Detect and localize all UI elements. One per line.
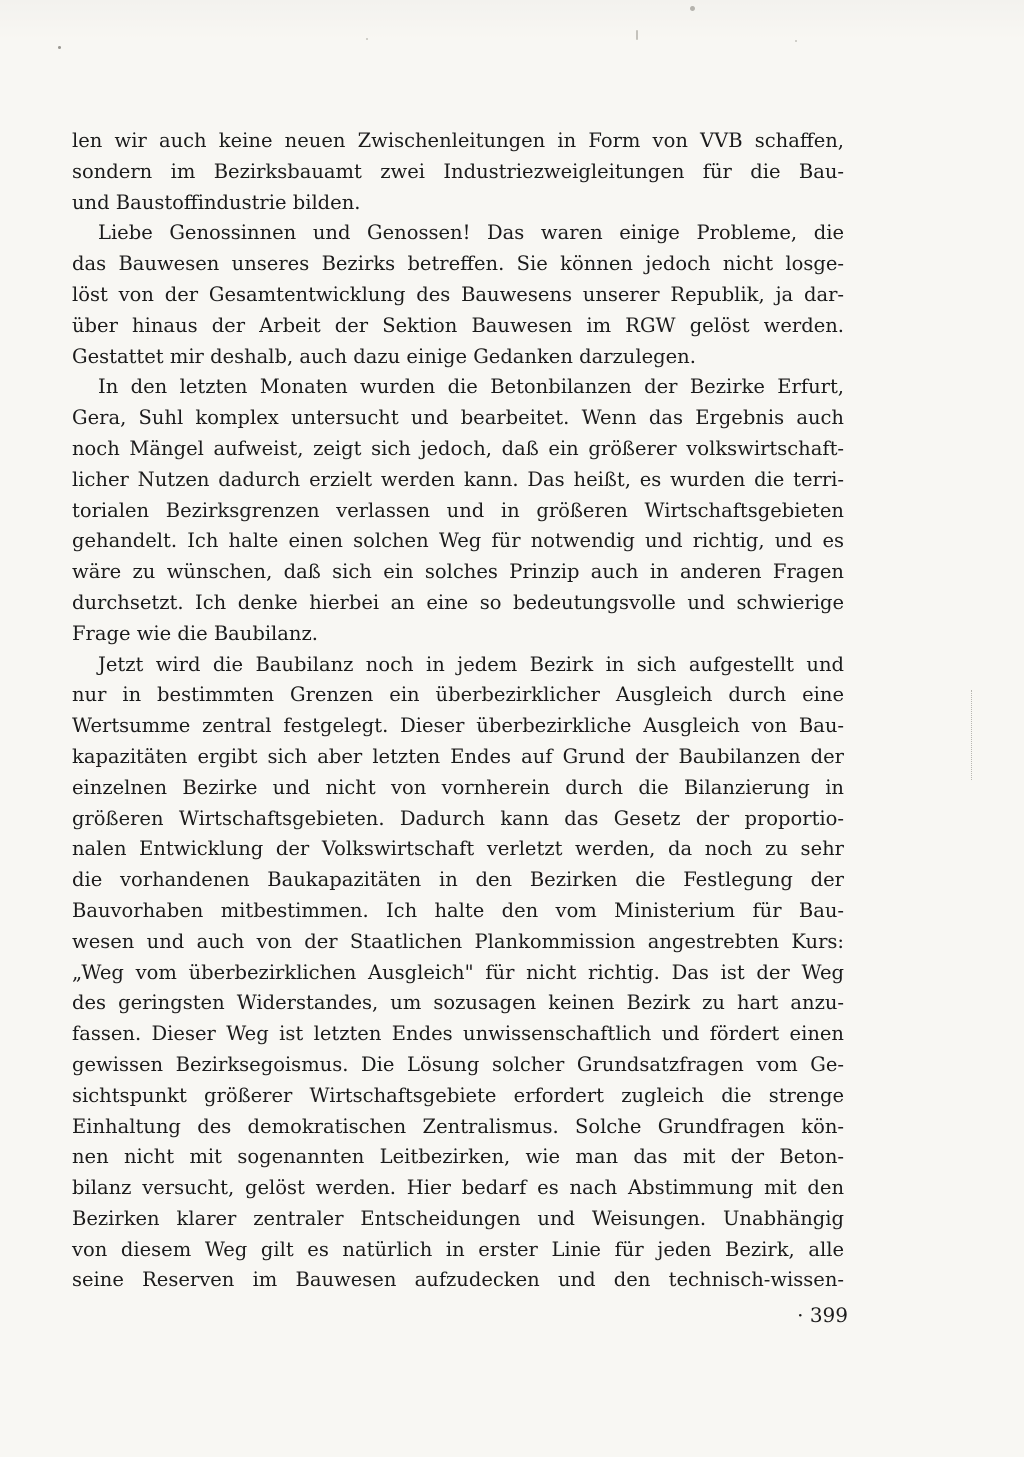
text-line: einzelnen Bezirke und nicht von vornherein durch die Bilanzierung in [72, 775, 844, 799]
text-line: fassen. Dieser Weg ist letzten Endes unwissenschaftlich und fördert einen [72, 1022, 844, 1046]
body-text [72, 126, 844, 1296]
text-line: Jetzt wird die Baubilanz noch in jedem Bezirk in sich aufgestellt und [98, 652, 844, 676]
text-line: Liebe Genossinnen und Genossen! Das waren einige Probleme, die [98, 221, 844, 245]
text-line: gehandelt. Ich halte einen solchen Weg für notwendig und richtig, und es [72, 529, 844, 553]
text-line: Einhaltung des demokratischen Zentralismus. Solche Grundfragen kön- [72, 1114, 844, 1138]
text-line: licher Nutzen dadurch erzielt werden kann. Das heißt, es wurden die terri- [72, 467, 844, 491]
text-line: sondern im Bezirksbauamt zwei Industriezweigleitungen für die Bau- [72, 159, 844, 183]
text-line: Gera, Suhl komplex untersucht und bearbeitet. Wenn das Ergebnis auch [72, 406, 844, 430]
text-line: kapazitäten ergibt sich aber letzten Endes auf Grund der Baubilanzen der [72, 744, 844, 768]
page-number: · 399 [797, 1303, 848, 1327]
text-line: gewissen Bezirksegoismus. Die Lösung solcher Grundsatzfragen vom Ge- [72, 1052, 844, 1076]
text-line: Gestattet mir deshalb, auch dazu einige Gedanken darzulegen. [72, 344, 696, 368]
text-line: über hinaus der Arbeit der Sektion Bauwesen im RGW gelöst werden. [72, 313, 844, 337]
text-line: noch Mängel aufweist, zeigt sich jedoch, daß ein größerer volkswirtschaft- [72, 436, 844, 460]
text-line: die vorhandenen Baukapazitäten in den Bezirken die Festlegung der [72, 868, 844, 892]
text-line: Frage wie die Baubilanz. [72, 621, 318, 645]
text-line: größeren Wirtschaftsgebieten. Dadurch kann das Gesetz der proportio- [72, 806, 844, 830]
paper-speck [636, 30, 638, 40]
text-line: das Bauwesen unseres Bezirks betreffen. Sie können jedoch nicht losge- [72, 252, 844, 276]
text-line: Bezirken klarer zentraler Entscheidungen und Weisungen. Unabhängig [72, 1206, 844, 1230]
text-line: wesen und auch von der Staatlichen Plankommission angestrebten Kurs: [72, 929, 844, 953]
paper-speck [366, 38, 368, 40]
paper-speck [690, 6, 695, 11]
text-line: torialen Bezirksgrenzen verlassen und in größeren Wirtschaftsgebieten [72, 498, 844, 522]
text-line: „Weg vom überbezirklichen Ausgleich" für nicht richtig. Das ist der Weg [72, 960, 844, 984]
text-line: nalen Entwicklung der Volkswirtschaft verletzt werden, da noch zu sehr [72, 837, 844, 861]
margin-marks [971, 690, 974, 780]
text-line: sichtspunkt größerer Wirtschaftsgebiete erfordert zugleich die strenge [72, 1083, 844, 1107]
text-line: nur in bestimmten Grenzen ein überbezirklicher Ausgleich durch eine [72, 683, 844, 707]
text-line: Wertsumme zentral festgelegt. Dieser überbezirkliche Ausgleich von Bau- [72, 714, 844, 738]
text-line: durchsetzt. Ich denke hierbei an eine so bedeutungsvolle und schwierige [72, 590, 844, 614]
text-line: Bauvorhaben mitbestimmen. Ich halte den vom Ministerium für Bau- [72, 898, 844, 922]
text-line: nen nicht mit sogenannten Leitbezirken, wie man das mit der Beton- [72, 1145, 844, 1169]
text-line: von diesem Weg gilt es natürlich in erster Linie für jeden Bezirk, alle [72, 1237, 844, 1261]
text-line: wäre zu wünschen, daß sich ein solches Prinzip auch in anderen Fragen [72, 560, 844, 584]
paper-speck [795, 40, 797, 42]
text-line: seine Reserven im Bauwesen aufzudecken und den technisch-wissen- [72, 1268, 844, 1292]
text-line: des geringsten Widerstandes, um sozusagen keinen Bezirk zu hart anzu- [72, 991, 844, 1015]
text-line: len wir auch keine neuen Zwischenleitungen in Form von VVB schaffen, [72, 129, 844, 152]
text-line: und Baustoffindustrie bilden. [72, 190, 361, 214]
text-line: In den letzten Monaten wurden die Betonbilanzen der Bezirke Erfurt, [98, 375, 844, 399]
paper-speck [58, 46, 61, 49]
text-line: bilanz versucht, gelöst werden. Hier bedarf es nach Abstimmung mit den [72, 1176, 844, 1200]
text-line: löst von der Gesamtentwicklung des Bauwesens unserer Republik, ja dar- [72, 282, 844, 306]
